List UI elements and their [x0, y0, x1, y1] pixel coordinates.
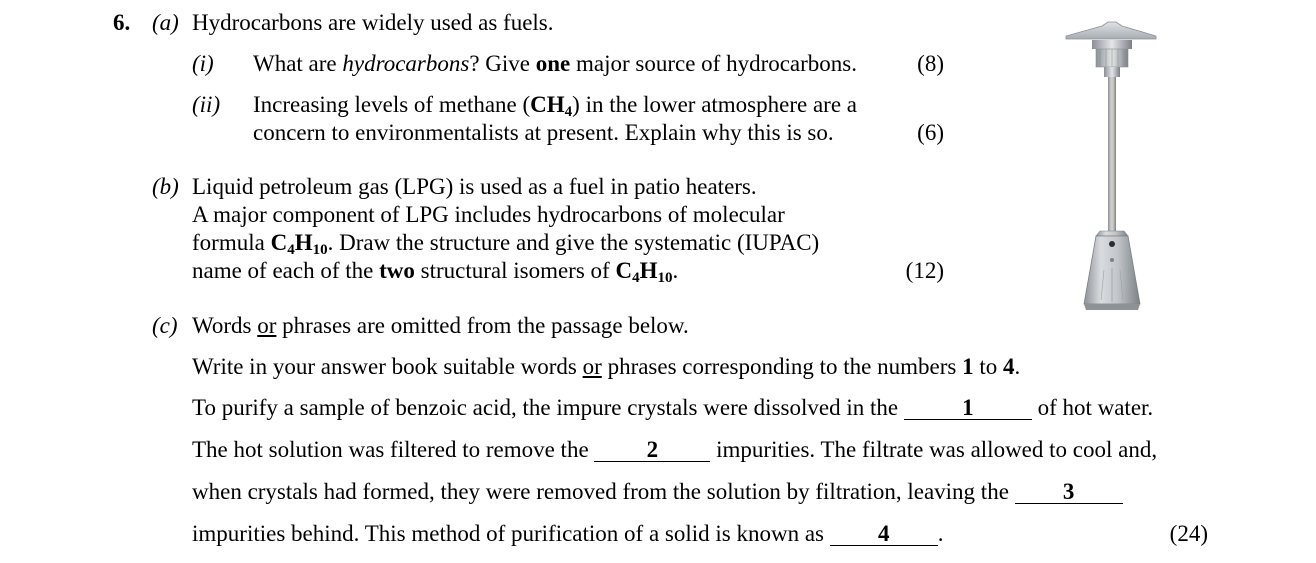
- part-a-text: Hydrocarbons are widely used as fuels.: [192, 10, 554, 35]
- part-b-line3: formula $C_4H_{10}$. Draw the structure and give the systematic (IUPAC): [192, 230, 820, 258]
- part-a-i-label: (i): [192, 51, 214, 76]
- part-c-line2: Write in your answer book suitable words or phrases corresponding to the numbers 1 to 4.: [192, 354, 1021, 379]
- part-a-i-text: What are hydrocarbons? Give one major source of hydrocarbons.: [253, 51, 858, 76]
- passage-line4: impurities behind. This method of purification of a solid is known as 4 .: [192, 521, 944, 546]
- part-a-ii-line1: Increasing levels of methane $(CH_4)$ in the lower atmosphere are a: [253, 92, 857, 120]
- part-a-ii-marks: (6): [917, 120, 944, 145]
- blank-1: 1: [904, 397, 1032, 420]
- part-b-label: (b): [152, 174, 179, 199]
- passage-line3: when crystals had formed, they were removed from the solution by filtration, leaving the 3: [192, 478, 1123, 506]
- part-b-marks: (12): [905, 258, 944, 283]
- part-b-line4: name of each of the two structural isomers of $C_4H_{10}$.: [192, 258, 679, 286]
- blank-3: 3: [1015, 481, 1123, 504]
- part-a-ii-line2: concern to environmentalists at present. Explain why this is so.: [253, 120, 834, 145]
- blank-2: 2: [594, 439, 710, 462]
- passage-line2: The hot solution was filtered to remove the 2 impurities. The filtrate was allowed to cool and,: [192, 437, 1158, 462]
- patio-heater-image: [1060, 18, 1164, 314]
- part-b-line2: A major component of LPG includes hydrocarbons of molecular: [192, 202, 785, 227]
- part-b-line1: Liquid petroleum gas (LPG) is used as a fuel in patio heaters.: [192, 174, 757, 199]
- part-a-label: (a): [152, 10, 179, 35]
- part-c-line1: Words or phrases are omitted from the passage below.: [192, 313, 689, 338]
- part-c-label: (c): [152, 313, 178, 338]
- part-c-marks: (24): [1169, 521, 1208, 546]
- question-number: 6.: [113, 10, 131, 35]
- part-a-ii-label: (ii): [192, 92, 221, 117]
- part-a-i-marks: (8): [917, 51, 944, 76]
- passage-line1: To purify a sample of benzoic acid, the impure crystals were dissolved in the 1 of hot water.: [192, 395, 1154, 420]
- blank-4: 4: [830, 523, 938, 546]
